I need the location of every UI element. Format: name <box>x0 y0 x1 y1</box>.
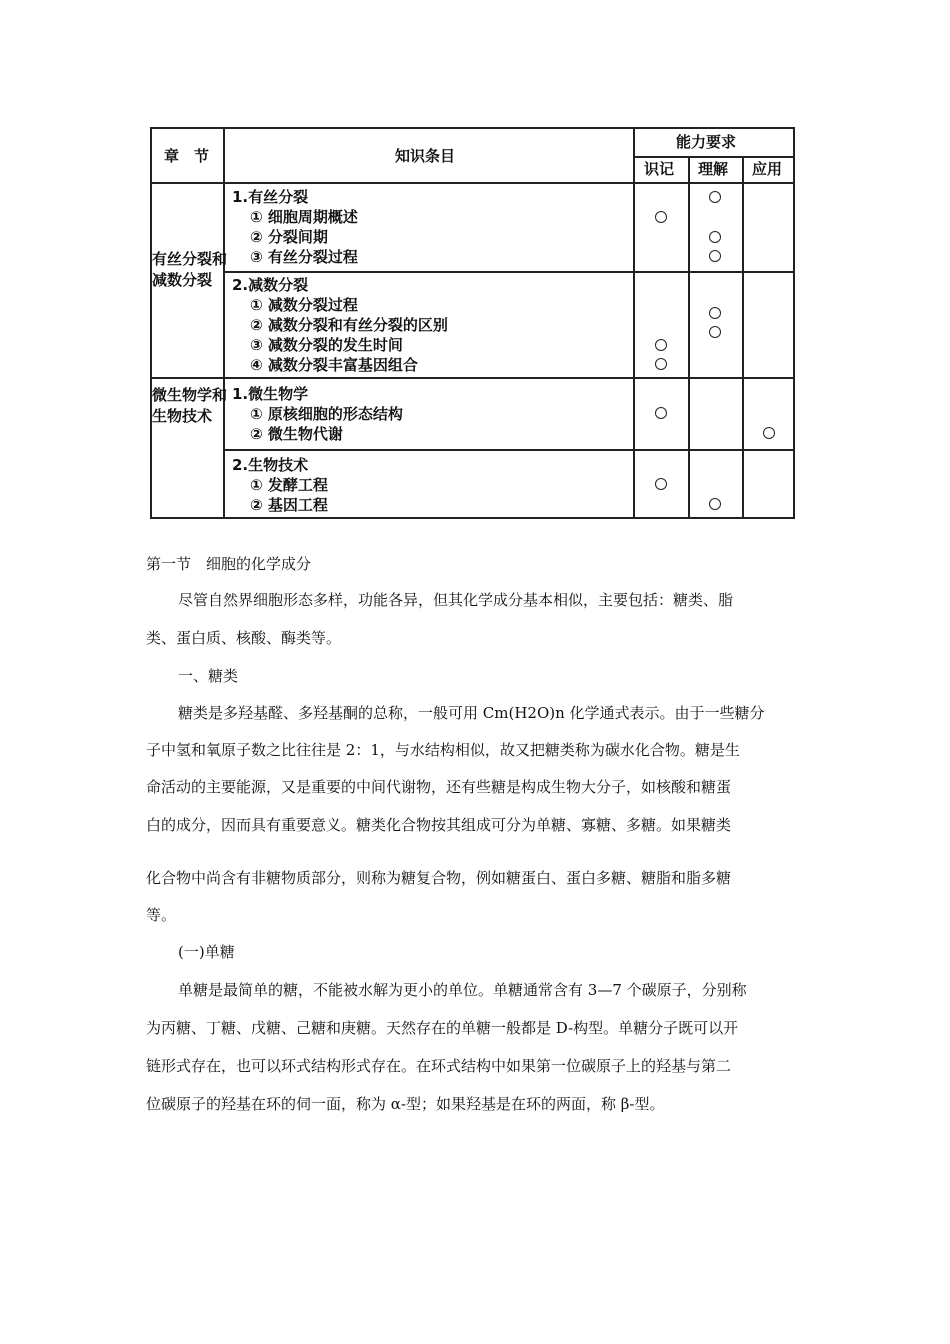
circle-mark-icon <box>709 231 721 243</box>
chapter-name: 有丝分裂和减数分裂 <box>152 250 228 289</box>
table-divider <box>223 129 225 517</box>
paragraph-line: 糖类是多羟基醛、多羟基酮的总称，一般可用 Cm(H2O)n 化学通式表示。由于一些糖分 <box>178 704 765 722</box>
knowledge-item: ① 原核细胞的形态结构 <box>250 405 403 423</box>
paragraph-line: 尽管自然界细胞形态多样，功能各异，但其化学成分基本相似，主要包括：糖类、脂 <box>178 591 734 609</box>
knowledge-item: ② 分裂间期 <box>250 228 328 246</box>
circle-mark-icon <box>655 211 667 223</box>
header-level-understand: 理解 <box>698 160 729 178</box>
paragraph-line: 位碳原子的羟基在环的伺一面，称为 α-型；如果羟基是在环的两面，称 β-型。 <box>146 1095 665 1113</box>
paragraph-line: 为丙糖、丁糖、戊糖、己糖和庚糖。天然存在的单糖一般都是 D-构型。单糖分子既可以开 <box>146 1019 739 1037</box>
table-divider <box>152 182 793 184</box>
circle-mark-icon <box>655 358 667 370</box>
knowledge-block-title: 2.减数分裂 <box>232 276 309 294</box>
table-divider <box>152 377 793 379</box>
circle-mark-icon <box>655 407 667 419</box>
paragraph-line: 化合物中尚含有非糖物质部分，则称为糖复合物，例如糖蛋白、蛋白多糖、糖脂和脂多糖 <box>146 869 732 887</box>
knowledge-item: ③ 有丝分裂过程 <box>250 248 358 266</box>
header-ability: 能力要求 <box>676 133 737 151</box>
knowledge-block-title: 2.生物技术 <box>232 456 309 474</box>
paragraph-line: 命活动的主要能源，又是重要的中间代谢物，还有些糖是构成生物大分子，如核酸和糖蛋 <box>146 778 732 796</box>
knowledge-item: ② 减数分裂和有丝分裂的区别 <box>250 316 448 334</box>
paragraph-line: 单糖是最简单的糖，不能被水解为更小的单位。单糖通常含有 3—7 个碳原子，分别称 <box>178 981 747 999</box>
knowledge-item: ④ 减数分裂丰富基因组合 <box>250 356 418 374</box>
table-divider <box>633 156 793 158</box>
chapter-name: 微生物学和生物技术 <box>152 386 228 425</box>
circle-mark-icon <box>655 339 667 351</box>
paragraph-line: 等。 <box>146 906 177 924</box>
subheading: (一)单糖 <box>178 943 235 961</box>
circle-mark-icon <box>763 427 775 439</box>
section-title: 第一节 细胞的化学成分 <box>146 555 312 573</box>
knowledge-item: ③ 减数分裂的发生时间 <box>250 336 403 354</box>
knowledge-item: ② 微生物代谢 <box>250 425 343 443</box>
table-divider <box>223 271 793 273</box>
knowledge-item: ① 减数分裂过程 <box>250 296 358 314</box>
header-level-remember: 识记 <box>644 160 675 178</box>
header-chapter: 章 节 <box>164 147 210 165</box>
knowledge-item: ① 细胞周期概述 <box>250 208 358 226</box>
circle-mark-icon <box>709 307 721 319</box>
knowledge-block-title: 1.微生物学 <box>232 385 309 403</box>
knowledge-block-title: 1.有丝分裂 <box>232 188 309 206</box>
knowledge-item: ① 发酵工程 <box>250 476 328 494</box>
paragraph-line: 子中氢和氧原子数之比往往是 2：1，与水结构相似，故又把糖类称为碳水化合物。糖是生 <box>146 741 740 759</box>
circle-mark-icon <box>709 250 721 262</box>
circle-mark-icon <box>655 478 667 490</box>
circle-mark-icon <box>709 326 721 338</box>
paragraph-line: 白的成分，因而具有重要意义。糖类化合物按其组成可分为单糖、寡糖、多糖。如果糖类 <box>146 816 732 834</box>
table-divider <box>223 449 793 451</box>
header-level-apply: 应用 <box>752 160 783 178</box>
knowledge-item: ② 基因工程 <box>250 496 328 514</box>
table-divider <box>688 156 690 517</box>
ability-requirement-table <box>150 127 795 519</box>
header-knowledge: 知识条目 <box>395 147 456 165</box>
paragraph-line: 类、蛋白质、核酸、酶类等。 <box>146 629 342 647</box>
subheading: 一、糖类 <box>178 667 239 685</box>
table-divider <box>633 129 635 517</box>
paragraph-line: 链形式存在，也可以环式结构形式存在。在环式结构中如果第一位碳原子上的羟基与第二 <box>146 1057 732 1075</box>
circle-mark-icon <box>709 498 721 510</box>
table-divider <box>742 156 744 517</box>
circle-mark-icon <box>709 191 721 203</box>
